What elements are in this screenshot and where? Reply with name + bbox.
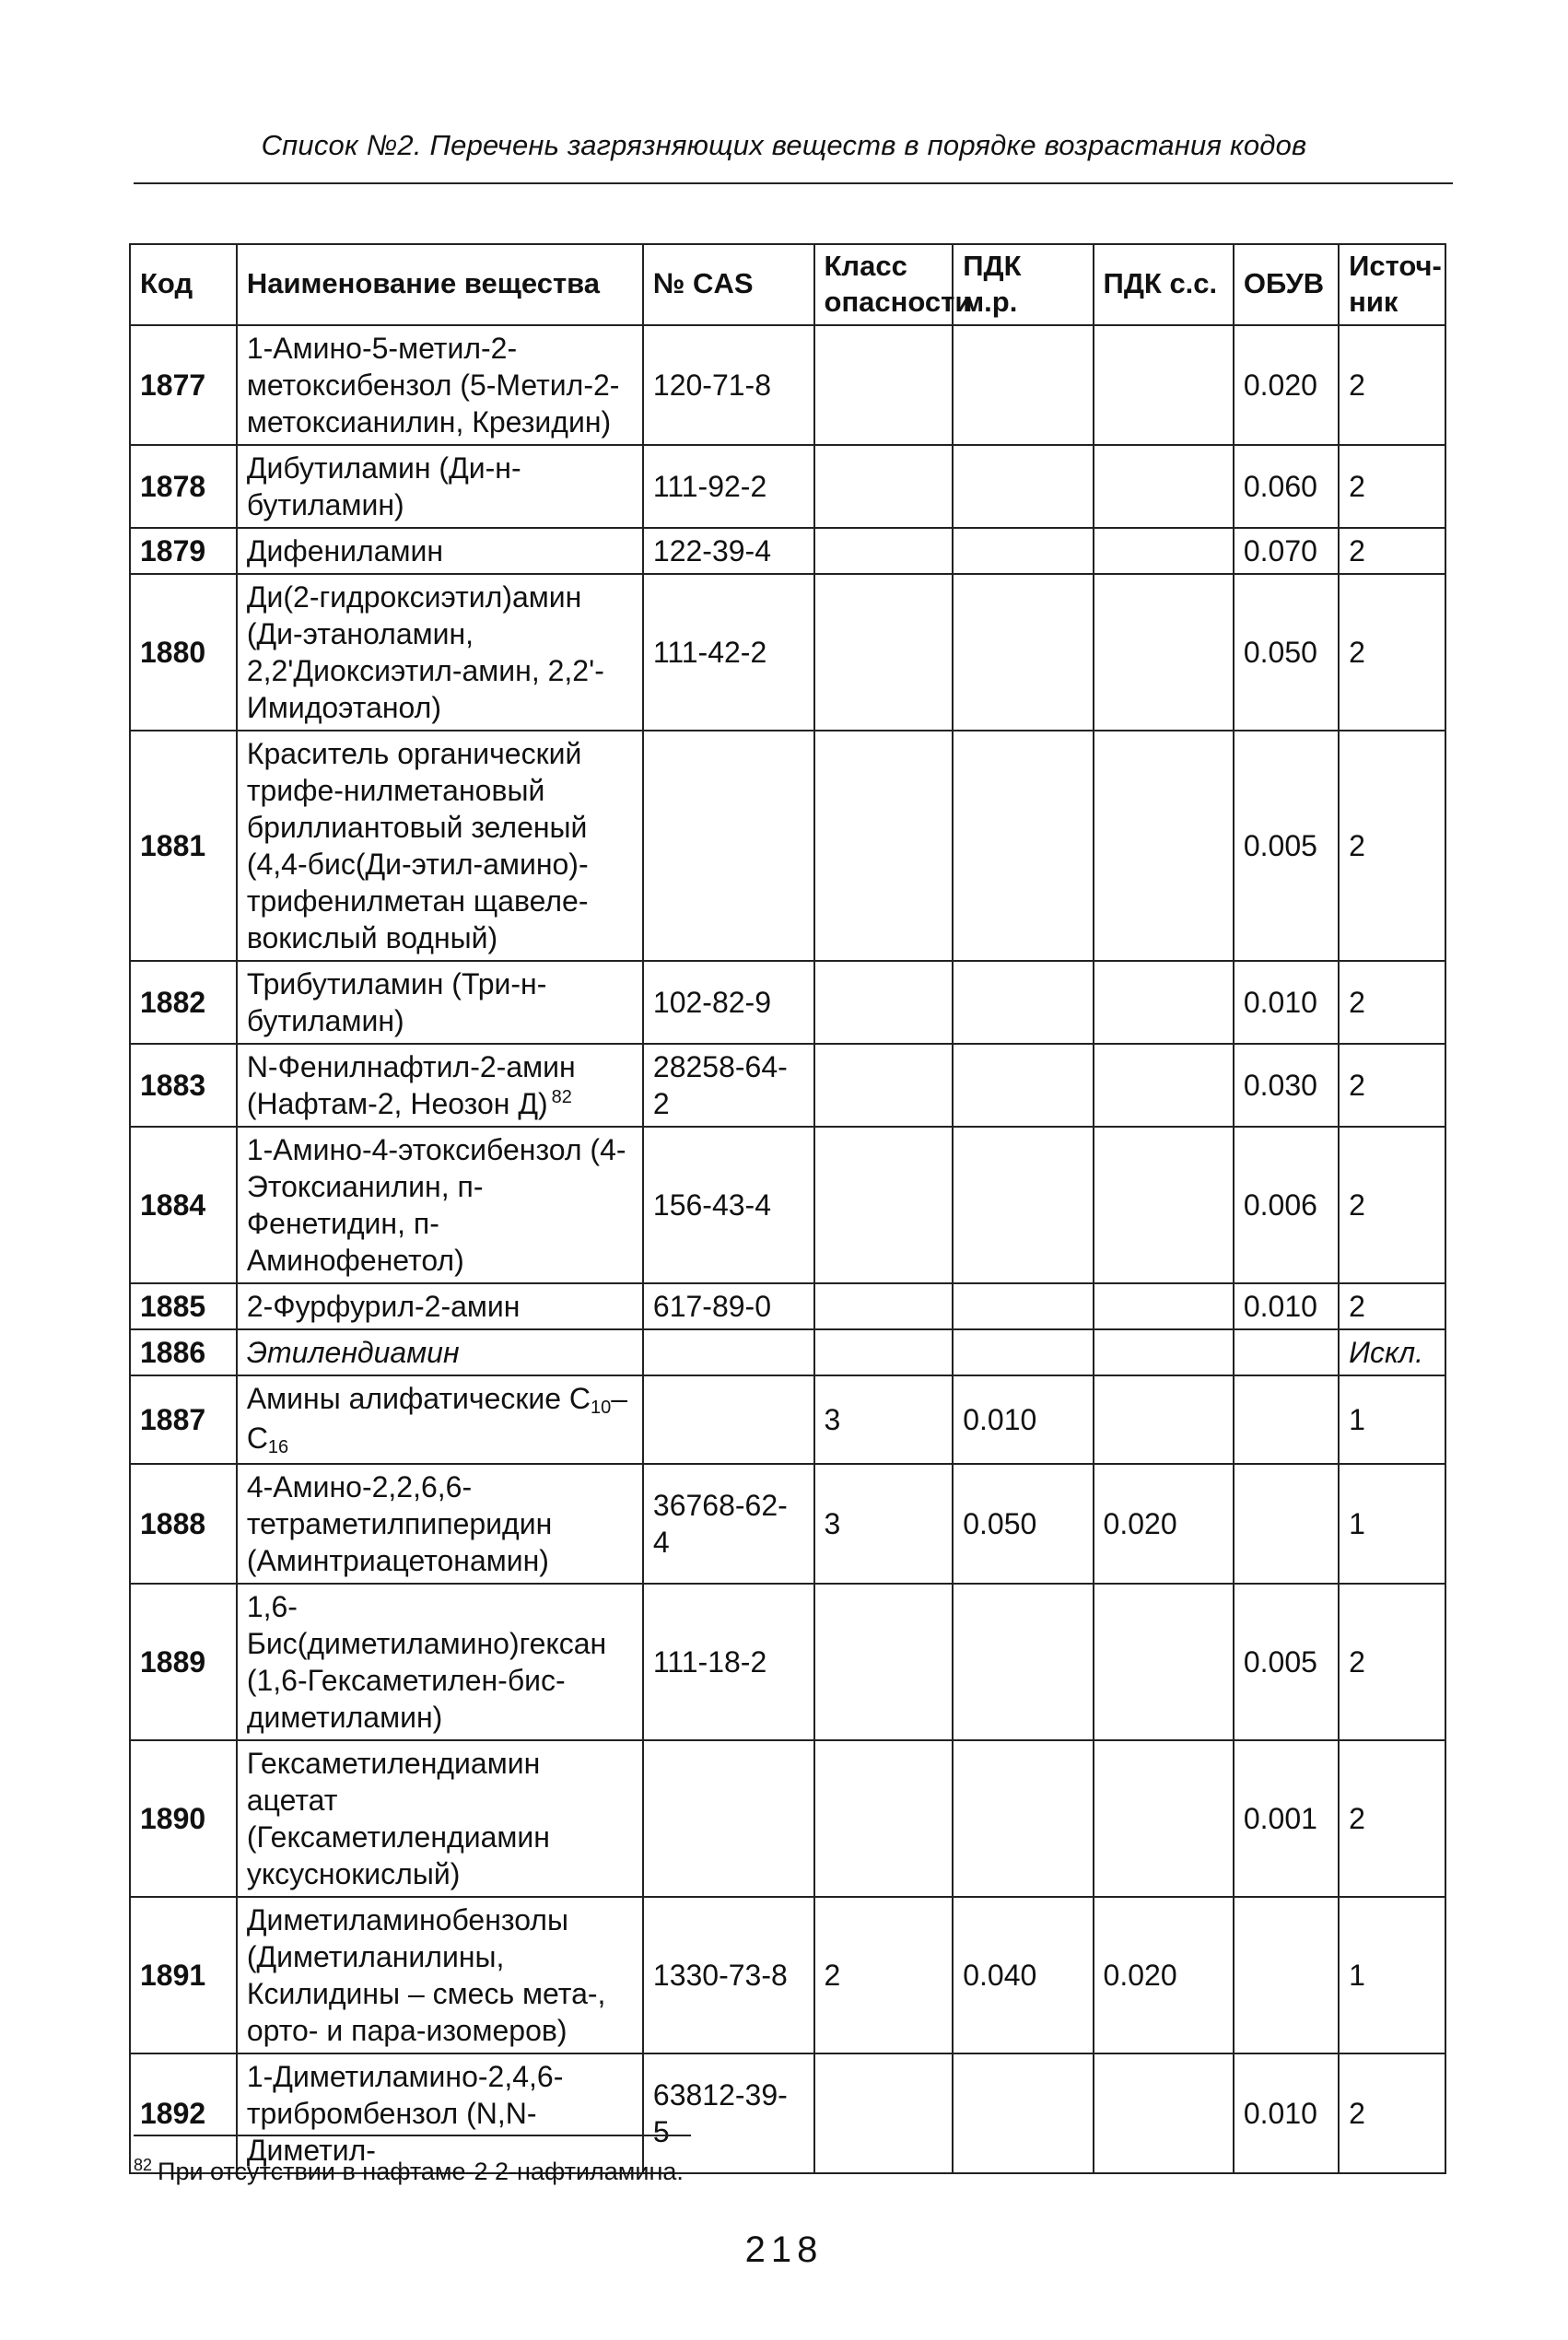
cell-source: 2 xyxy=(1339,2053,1445,2173)
cell-pdk-ss xyxy=(1094,1329,1234,1375)
cell-code: 1885 xyxy=(130,1283,237,1329)
cell-code: 1883 xyxy=(130,1044,237,1127)
cell-hazard-class xyxy=(814,1329,954,1375)
cell-hazard-class xyxy=(814,731,954,961)
cell-source: Искл. xyxy=(1339,1329,1445,1375)
cell-pdk-ss xyxy=(1094,731,1234,961)
table-header-row xyxy=(130,244,1445,325)
cell-hazard-class: 2 xyxy=(814,1897,954,2053)
cell-code: 1877 xyxy=(130,325,237,445)
cell-pdk-mr xyxy=(953,1584,1093,1740)
cell-code: 1888 xyxy=(130,1464,237,1584)
footnote-reference: 82 xyxy=(551,1086,572,1107)
cell-obuv xyxy=(1234,1375,1339,1464)
cell-code: 1881 xyxy=(130,731,237,961)
column-header-pdk-mr: ПДК м.р. xyxy=(953,244,1093,325)
substance-name: Дибутиламин (Ди-н-бутиламин) xyxy=(246,450,521,521)
table-row xyxy=(130,445,1445,528)
subscript: 16 xyxy=(267,1436,289,1457)
cell-source: 2 xyxy=(1339,1740,1445,1897)
cell-pdk-ss xyxy=(1094,574,1234,731)
footnote-mark: 82 xyxy=(134,2156,153,2174)
cell-cas: 102-82-9 xyxy=(643,961,814,1044)
cell-pdk-ss: 0.020 xyxy=(1094,1897,1234,2053)
cell-pdk-ss xyxy=(1094,1283,1234,1329)
substance-name: 2-Фурфурил-2-амин xyxy=(246,1289,521,1323)
cell-pdk-mr: 0.050 xyxy=(953,1464,1093,1584)
cell-source: 1 xyxy=(1339,1464,1445,1584)
cell-name xyxy=(237,1044,643,1127)
table-row xyxy=(130,1740,1445,1897)
cell-source: 1 xyxy=(1339,1375,1445,1464)
cell-source: 2 xyxy=(1339,445,1445,528)
cell-hazard-class xyxy=(814,1044,954,1127)
column-header-code: Код xyxy=(130,244,237,325)
cell-cas xyxy=(643,731,814,961)
cell-obuv: 0.050 xyxy=(1234,574,1339,731)
cell-name xyxy=(237,528,643,574)
cell-source: 2 xyxy=(1339,325,1445,445)
cell-pdk-mr: 0.040 xyxy=(953,1897,1093,2053)
substance-name: 1-Диметиламино-2,4,6-трибромбензол (N,N-Диметил- xyxy=(246,2059,564,2167)
column-header-cas: № CAS xyxy=(643,244,814,325)
cell-cas: 122-39-4 xyxy=(643,528,814,574)
cell-code: 1879 xyxy=(130,528,237,574)
substance-name: 1-Амино-5-метил-2-метоксибензол (5-Метил-2-метоксианилин, Крезидин) xyxy=(246,331,620,439)
table-row xyxy=(130,574,1445,731)
cell-name xyxy=(237,445,643,528)
column-header-source: Источ-ник xyxy=(1339,244,1445,325)
cell-cas: 111-42-2 xyxy=(643,574,814,731)
cell-name xyxy=(237,2053,643,2173)
cell-cas xyxy=(643,1375,814,1464)
cell-code: 1880 xyxy=(130,574,237,731)
table-row xyxy=(130,1375,1445,1464)
cell-source: 2 xyxy=(1339,574,1445,731)
cell-obuv: 0.006 xyxy=(1234,1127,1339,1283)
cell-pdk-mr xyxy=(953,528,1093,574)
cell-pdk-mr xyxy=(953,1740,1093,1897)
subscript: 10 xyxy=(591,1397,612,1418)
substances-table xyxy=(129,243,1446,2174)
cell-source: 2 xyxy=(1339,961,1445,1044)
cell-code: 1886 xyxy=(130,1329,237,1375)
cell-cas: 63812-39-5 xyxy=(643,2053,814,2173)
cell-pdk-ss xyxy=(1094,2053,1234,2173)
substance-name: 1-Амино-4-этоксибензол (4-Этоксианилин, п-Фенетидин, п-Аминофенетол) xyxy=(246,1132,626,1277)
cell-code: 1892 xyxy=(130,2053,237,2173)
cell-hazard-class xyxy=(814,1740,954,1897)
footnote-rule xyxy=(134,2135,691,2136)
cell-name xyxy=(237,1584,643,1740)
cell-pdk-ss: 0.020 xyxy=(1094,1464,1234,1584)
cell-hazard-class: 3 xyxy=(814,1375,954,1464)
cell-source: 2 xyxy=(1339,528,1445,574)
cell-name xyxy=(237,1329,643,1375)
cell-name xyxy=(237,961,643,1044)
cell-pdk-mr xyxy=(953,961,1093,1044)
cell-code: 1878 xyxy=(130,445,237,528)
cell-pdk-ss xyxy=(1094,1375,1234,1464)
cell-pdk-ss xyxy=(1094,1740,1234,1897)
page-number: 218 xyxy=(744,2229,824,2270)
table-row xyxy=(130,1283,1445,1329)
cell-cas: 120-71-8 xyxy=(643,325,814,445)
cell-hazard-class xyxy=(814,961,954,1044)
cell-hazard-class xyxy=(814,445,954,528)
cell-cas xyxy=(643,1329,814,1375)
footnote-text: При отсутствии в нафтаме-2 2-нафтиламина. xyxy=(158,2158,684,2185)
table-body xyxy=(130,325,1445,2173)
substance-name: 1,6-Бис(диметиламино)гексан (1,6-Гексаметилен-бис-диметиламин) xyxy=(246,1589,607,1734)
cell-cas: 1330-73-8 xyxy=(643,1897,814,2053)
cell-name xyxy=(237,1283,643,1329)
cell-hazard-class xyxy=(814,528,954,574)
column-header-name: Наименование вещества xyxy=(237,244,643,325)
cell-cas: 111-92-2 xyxy=(643,445,814,528)
running-header: Список №2. Перечень загрязняющих веществ в порядке возрастания кодов xyxy=(261,129,1307,161)
cell-pdk-mr xyxy=(953,445,1093,528)
cell-pdk-mr xyxy=(953,731,1093,961)
cell-obuv: 0.020 xyxy=(1234,325,1339,445)
table-row xyxy=(130,528,1445,574)
cell-obuv xyxy=(1234,1329,1339,1375)
substance-name: Гексаметилендиамин ацетат (Гексаметилендиамин уксуснокислый) xyxy=(246,1746,550,1890)
cell-pdk-ss xyxy=(1094,325,1234,445)
cell-cas: 28258-64-2 xyxy=(643,1044,814,1127)
table-row xyxy=(130,1044,1445,1127)
cell-obuv xyxy=(1234,1897,1339,2053)
substance-name: 4-Амино-2,2,6,6-тетраметилпиперидин (Аминтриацетонамин) xyxy=(246,1469,553,1577)
cell-obuv: 0.030 xyxy=(1234,1044,1339,1127)
cell-source: 2 xyxy=(1339,1283,1445,1329)
cell-cas: 36768-62-4 xyxy=(643,1464,814,1584)
cell-pdk-mr xyxy=(953,574,1093,731)
cell-cas: 156-43-4 xyxy=(643,1127,814,1283)
substance-name: Этилендиамин xyxy=(246,1335,460,1369)
footnote xyxy=(134,2156,684,2186)
table-row xyxy=(130,1897,1445,2053)
cell-code: 1889 xyxy=(130,1584,237,1740)
cell-source: 2 xyxy=(1339,1584,1445,1740)
substance-name: Краситель органический трифе-нилметановый бриллиантовый зеленый (4,4-бис(Ди-этил-амино)-трифенилметан щавеле-вокислый водный) xyxy=(246,736,589,954)
cell-source: 1 xyxy=(1339,1897,1445,2053)
formula-part: –C xyxy=(246,1381,628,1455)
column-header-pdk-ss: ПДК с.с. xyxy=(1094,244,1234,325)
cell-pdk-ss xyxy=(1094,1044,1234,1127)
cell-pdk-ss xyxy=(1094,1584,1234,1740)
cell-name xyxy=(237,1464,643,1584)
cell-pdk-mr xyxy=(953,1329,1093,1375)
cell-pdk-ss xyxy=(1094,1127,1234,1283)
cell-obuv: 0.070 xyxy=(1234,528,1339,574)
table-row xyxy=(130,1584,1445,1740)
cell-cas: 111-18-2 xyxy=(643,1584,814,1740)
cell-name xyxy=(237,1897,643,2053)
cell-obuv: 0.010 xyxy=(1234,2053,1339,2173)
cell-pdk-mr xyxy=(953,2053,1093,2173)
column-header-hazard-class: Класс опасности xyxy=(814,244,954,325)
table-row xyxy=(130,1127,1445,1283)
cell-pdk-mr xyxy=(953,1127,1093,1283)
cell-code: 1891 xyxy=(130,1897,237,2053)
table-row xyxy=(130,961,1445,1044)
substance-name: Диметиламинобензолы (Диметиланилины, Ксилидины – смесь мета-, орто- и пара-изомеров) xyxy=(246,1902,606,2047)
cell-code: 1882 xyxy=(130,961,237,1044)
cell-obuv: 0.005 xyxy=(1234,731,1339,961)
table-row xyxy=(130,731,1445,961)
substance-name: Дифениламин xyxy=(246,533,444,567)
cell-name xyxy=(237,325,643,445)
cell-code: 1890 xyxy=(130,1740,237,1897)
table-row xyxy=(130,325,1445,445)
cell-pdk-mr xyxy=(953,325,1093,445)
cell-obuv: 0.001 xyxy=(1234,1740,1339,1897)
cell-hazard-class xyxy=(814,1127,954,1283)
cell-name xyxy=(237,731,643,961)
cell-source: 2 xyxy=(1339,1044,1445,1127)
cell-hazard-class xyxy=(814,1584,954,1740)
substance-name: N-Фенилнафтил-2-амин (Нафтам-2, Неозон Д) xyxy=(246,1049,576,1120)
cell-name xyxy=(237,1127,643,1283)
cell-pdk-ss xyxy=(1094,445,1234,528)
cell-cas xyxy=(643,1740,814,1897)
header-rule xyxy=(134,182,1453,184)
cell-source: 2 xyxy=(1339,1127,1445,1283)
cell-obuv xyxy=(1234,1464,1339,1584)
cell-cas: 617-89-0 xyxy=(643,1283,814,1329)
cell-pdk-mr xyxy=(953,1044,1093,1127)
cell-obuv: 0.010 xyxy=(1234,961,1339,1044)
substance-name: Амины алифатические C xyxy=(246,1381,591,1415)
cell-hazard-class xyxy=(814,325,954,445)
cell-name xyxy=(237,574,643,731)
cell-code: 1887 xyxy=(130,1375,237,1464)
cell-hazard-class xyxy=(814,2053,954,2173)
table-row xyxy=(130,1464,1445,1584)
cell-pdk-mr: 0.010 xyxy=(953,1375,1093,1464)
cell-code: 1884 xyxy=(130,1127,237,1283)
table-row xyxy=(130,1329,1445,1375)
cell-pdk-ss xyxy=(1094,528,1234,574)
column-header-obuv: ОБУВ xyxy=(1234,244,1339,325)
cell-name xyxy=(237,1375,643,1464)
cell-pdk-ss xyxy=(1094,961,1234,1044)
cell-obuv: 0.010 xyxy=(1234,1283,1339,1329)
cell-source: 2 xyxy=(1339,731,1445,961)
table-row xyxy=(130,2053,1445,2173)
cell-pdk-mr xyxy=(953,1283,1093,1329)
cell-obuv: 0.060 xyxy=(1234,445,1339,528)
cell-hazard-class xyxy=(814,1283,954,1329)
substance-name: Трибутиламин (Три-н-бутиламин) xyxy=(246,966,547,1037)
cell-obuv: 0.005 xyxy=(1234,1584,1339,1740)
cell-hazard-class: 3 xyxy=(814,1464,954,1584)
cell-hazard-class xyxy=(814,574,954,731)
cell-name xyxy=(237,1740,643,1897)
substance-name: Ди(2-гидроксиэтил)амин (Ди-этаноламин, 2,2'Диоксиэтил-амин, 2,2'-Имидоэтанол) xyxy=(246,579,604,724)
